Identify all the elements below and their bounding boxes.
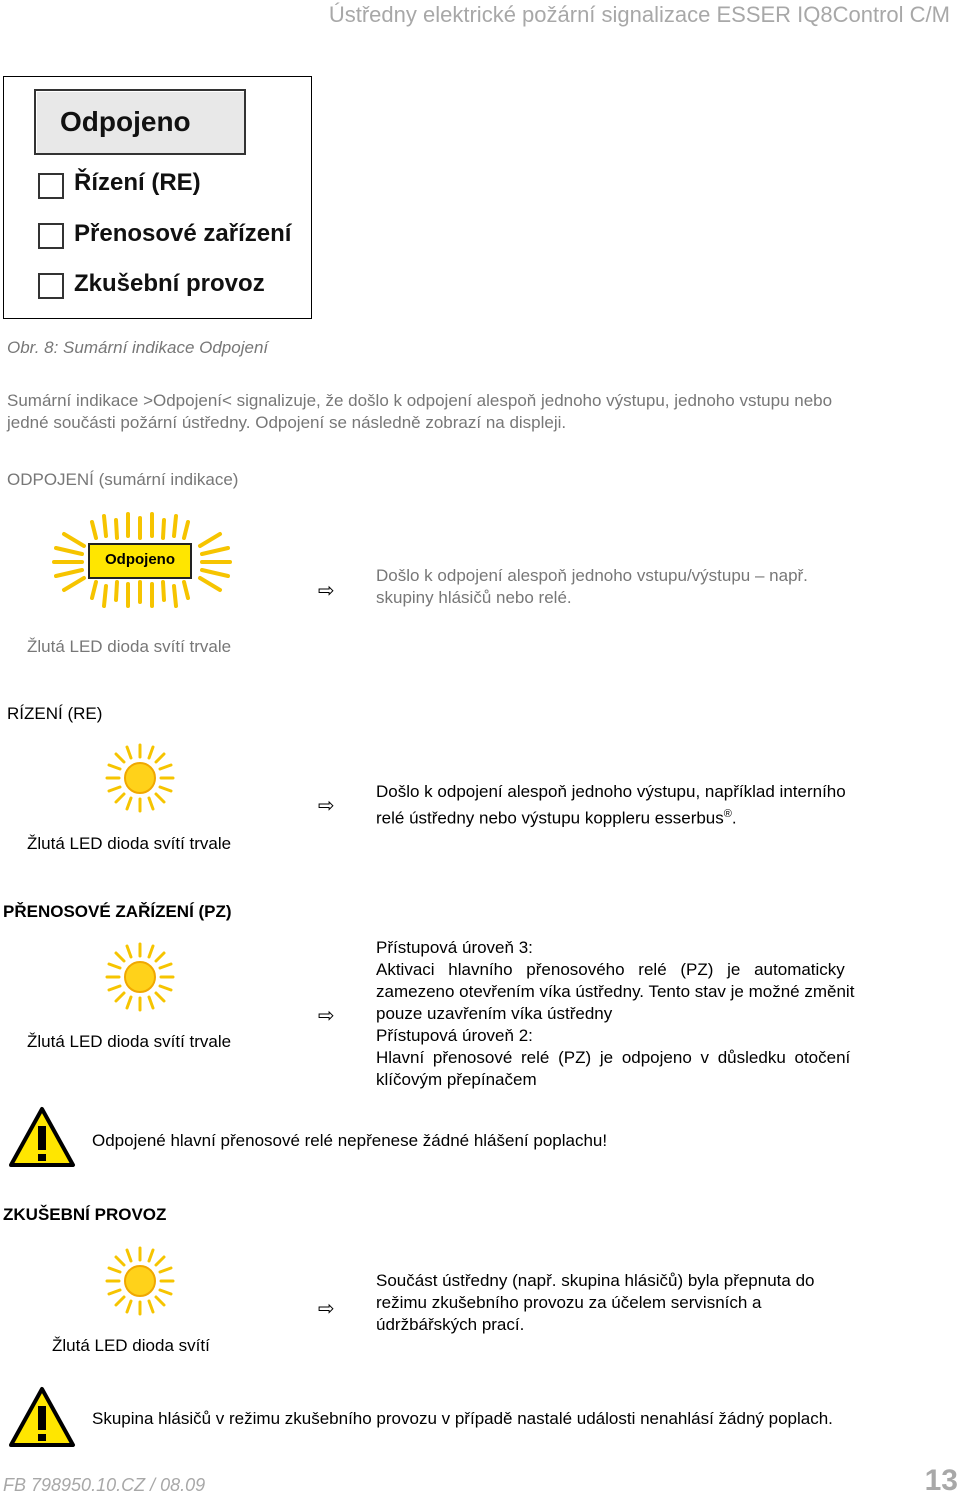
rizeni-heading: RÍZENÍ (RE) — [7, 704, 103, 723]
odpojeni-heading: ODPOJENÍ (sumární indikace) — [7, 470, 239, 489]
rizeni-desc-end: . — [731, 808, 737, 828]
prenosove-line-6: Hlavní přenosové relé (PZ) je odpojeno v důsledku otočení — [376, 1048, 851, 1067]
prenosove-label: Přenosové zařízení — [74, 220, 292, 247]
prenosove-line-2: Aktivaci hlavního přenosového relé (PZ) je automaticky — [376, 960, 845, 979]
odpojeno-button-label: Odpojeno — [60, 106, 191, 137]
rizeni-desc-line-2 — [376, 803, 737, 830]
odpojeni-arrow-icon: ⇨ — [318, 580, 335, 602]
odpojeno-button — [34, 89, 246, 155]
zkusebni-arrow-icon: ⇨ — [318, 1298, 335, 1320]
zkusebni-line-3: údržbářských prací. — [376, 1315, 525, 1334]
rizeni-arrow-icon: ⇨ — [318, 795, 335, 817]
rizeni-led-status: Žlutá LED dioda svítí trvale — [27, 834, 232, 853]
intro-line-2: jedné součásti požární ústředny. Odpojení se následně zobrazí na displeji. — [7, 413, 567, 432]
prenosove-checkbox — [38, 223, 64, 249]
zkusebni-line-1: Součást ústředny (např. skupina hlásičů) byla přepnuta do — [376, 1271, 815, 1290]
prenosove-line-4: pouze uzavřením víka ústředny — [376, 1004, 613, 1023]
intro-line-1: Sumární indikace >Odpojení< signalizuje, že došlo k odpojení alespoň jednoho výstupu, jednoho vstupu nebo — [7, 391, 833, 410]
odpojeno-led — [88, 543, 192, 579]
zkusebni-checkbox — [38, 273, 64, 299]
footer-page-number: 13 — [924, 1464, 958, 1497]
prenosove-sun-led-icon — [105, 942, 175, 1012]
zkusebni-warning-text: Skupina hlásičů v režimu zkušebního provozu v případě nastalé události nenahlásí žádný poplach. — [92, 1409, 833, 1428]
odpojeno-led-label: Odpojeno — [105, 551, 175, 568]
odpojeni-desc-line-1: Došlo k odpojení alespoň jednoho vstupu/výstupu – např. — [376, 566, 808, 585]
odpojeni-led-status: Žlutá LED dioda svítí trvale — [27, 637, 232, 656]
odpojeni-desc-line-2: skupiny hlásičů nebo relé. — [376, 588, 572, 607]
page-header-title: Ústředny elektrické požární signalizace ESSER IQ8Control C/M — [328, 2, 950, 27]
summary-indication-panel — [3, 76, 312, 319]
rizeni-desc-line-1: Došlo k odpojení alespoň jednoho výstupu, například interního — [376, 782, 846, 801]
prenosove-led-status: Žlutá LED dioda svítí trvale — [27, 1032, 232, 1051]
rizeni-sun-led-icon — [105, 743, 175, 813]
rizeni-checkbox — [38, 173, 64, 199]
prenosove-line-7: klíčovým přepínačem — [376, 1070, 537, 1089]
warning-triangle-icon — [8, 1386, 76, 1448]
zkusebni-label: Zkušební provoz — [74, 270, 265, 297]
zkusebni-line-2: režimu zkušebního provozu za účelem servisních a — [376, 1293, 762, 1312]
rizeni-label: Řízení (RE) — [74, 169, 201, 196]
footer-doc-id: FB 798950.10.CZ / 08.09 — [3, 1475, 206, 1495]
prenosove-line-3: zamezeno otevřením víka ústředny. Tento stav je možné změnit — [376, 982, 855, 1001]
prenosove-heading: PŘENOSOVÉ ZAŘÍZENÍ (PZ) — [3, 902, 232, 921]
prenosove-arrow-icon: ⇨ — [318, 1005, 335, 1027]
rizeni-desc-text: relé ústředny nebo výstupu koppleru esserbus — [376, 808, 724, 828]
prenosove-line-1: Přístupová úroveň 3: — [376, 938, 533, 957]
prenosove-line-5: Přístupová úroveň 2: — [376, 1026, 533, 1045]
registered-mark: ® — [723, 808, 732, 820]
zkusebni-led-status: Žlutá LED dioda svítí — [52, 1336, 210, 1355]
figure-caption: Obr. 8: Sumární indikace Odpojení — [7, 338, 269, 357]
warning-triangle-icon — [8, 1106, 76, 1168]
zkusebni-sun-led-icon — [105, 1246, 175, 1316]
prenosove-warning-text: Odpojené hlavní přenosové relé nepřenese žádné hlášení poplachu! — [92, 1131, 608, 1150]
zkusebni-heading: ZKUŠEBNÍ PROVOZ — [3, 1205, 167, 1224]
